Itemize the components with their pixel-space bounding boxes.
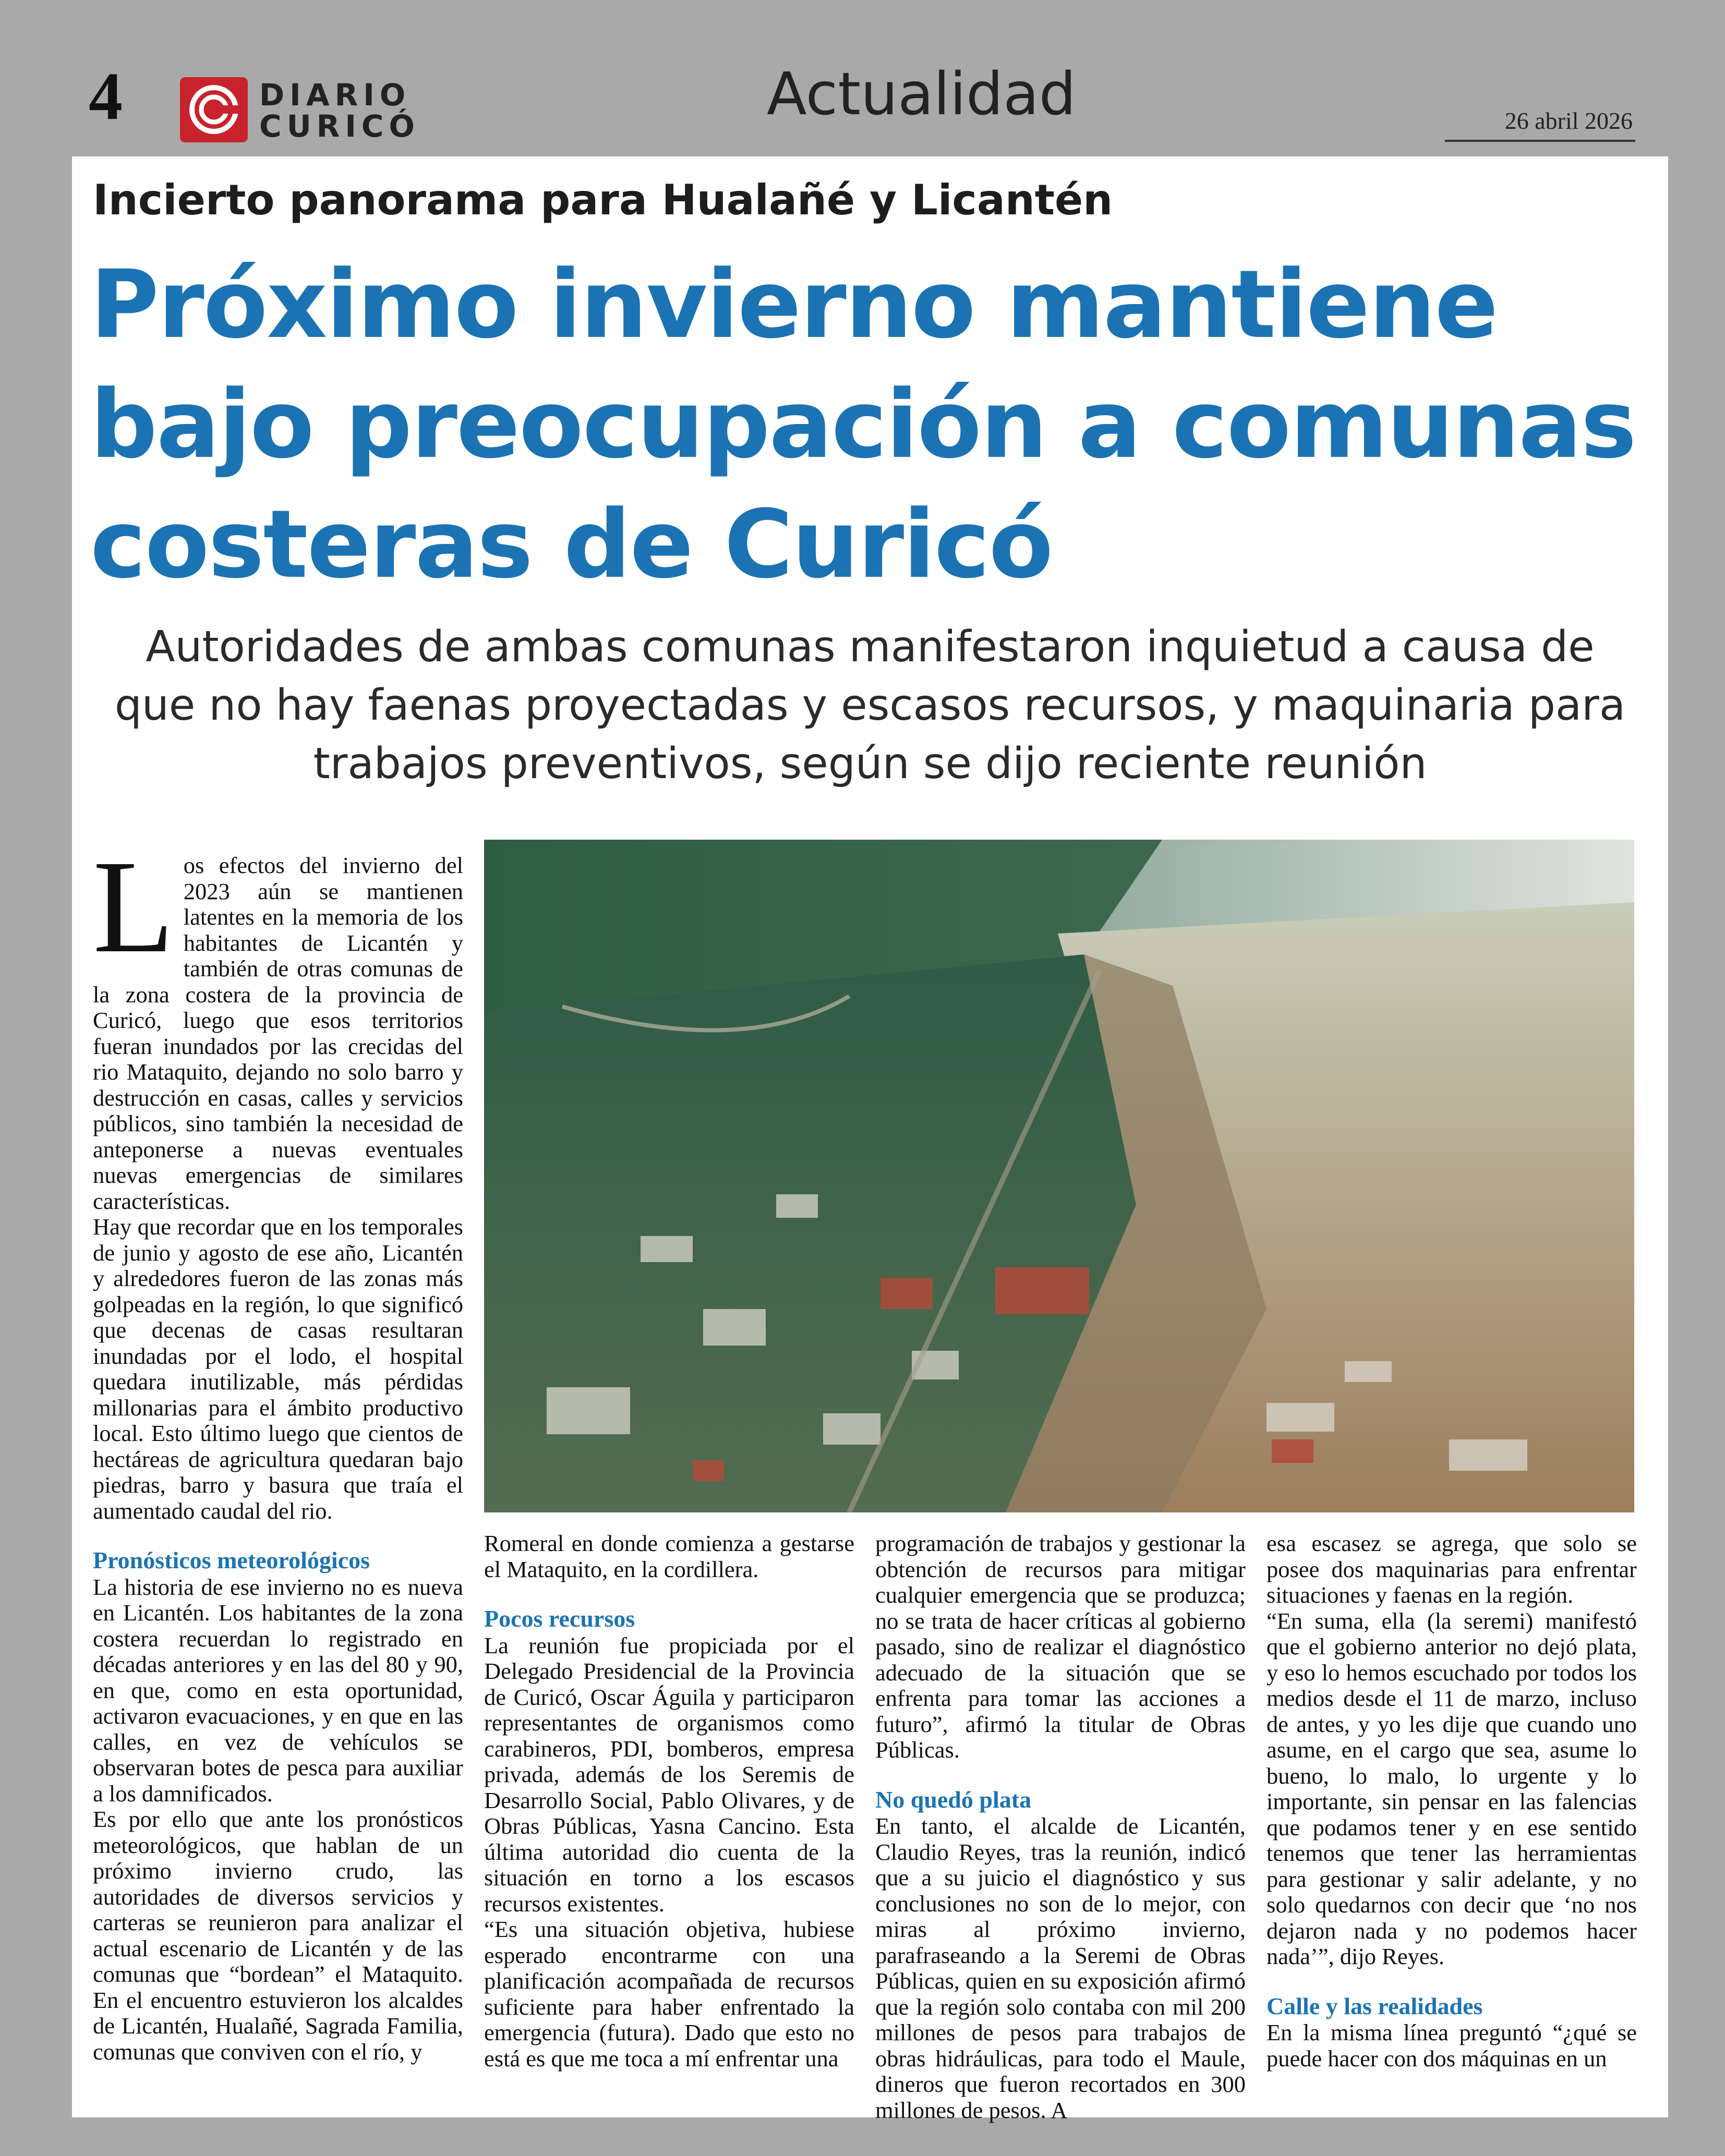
newspaper-logo[interactable] bbox=[180, 77, 420, 145]
paragraph bbox=[93, 833, 463, 1214]
page-number: 4 bbox=[89, 59, 123, 134]
headline-line: Próximo invierno mantiene bbox=[90, 250, 1498, 359]
subhead-forecasts: Pronósticos meteorológicos bbox=[93, 1547, 370, 1573]
paragraph: En la misma línea preguntó “¿qué se puede hacer con dos máquinas en un bbox=[1266, 2019, 1637, 2072]
paragraph: Hay que recordar que en los temporales de junio y agosto de ese año, Licantén y alrededores fueron de las zonas más golpeadas en la región, lo que significó que decenas de casas resultaran inundadas por el lodo, el hospital quedara inutilizable, más pérdidas millonarias para el ámbito productivo local. Esto último luego que cientos de hectáreas de agricultura quedaran bajo piedras, barro y basura que traía el aumentado caudal del rio. bbox=[93, 1214, 463, 1524]
paragraph: programación de trabajos y gestionar la obtención de recursos para mitigar cualquier emergencia que se produzca; no se trata de hacer críticas al gobierno pasado, sino de realizar el diagnóstico adecuado de la situación que se enfrenta para tomar las acciones a futuro”, afirmó la titular de Obras Públicas. bbox=[875, 1530, 1246, 1763]
paragraph: “Es una situación objetiva, hubiese esperado encontrarme con una planificación acompañada de recursos suficiente para haber enfrentado la emergencia (futura). Dado que esto no está es que me toca a mí enfrentar una bbox=[484, 1916, 854, 2072]
paragraph: En tanto, el alcalde de Licantén, Claudio Reyes, tras la reunión, indicó que a su juicio el diagnóstico y sus conclusiones no son de lo mejor, con miras al próximo invierno, parafraseando a la Seremi de Obras Públicas, quien en su exposición afirmó que la región solo contaba con mil 200 millones de pesos para trabajos de obras hidráulicas, para todo el Maule, dineros que fueron recortados en 300 millones de pesos. A bbox=[875, 1813, 1246, 2123]
subhead-few-resources: Pocos recursos bbox=[484, 1605, 635, 1632]
subhead-street-and-realities: Calle y las realidades bbox=[1266, 1992, 1483, 2019]
text-column-2 bbox=[484, 1531, 854, 2072]
article-sheet bbox=[72, 156, 1668, 2123]
text-column-4 bbox=[1266, 1531, 1637, 2072]
subheadline-line: que no hay faenas proyectadas y escasos recursos, y maquinaria para bbox=[114, 681, 1626, 730]
paragraph: La reunión fue propiciada por el Delegado Presidencial de la Provincia de Curicó, Oscar Águila y participaron representantes de organismos como carabineros, PDI, bomberos, empresa privada, además de los Seremis de Desarrollo Social, Pablo Olivares, y de Obras Públicas, Yasna Cancino. Esta última autoridad dio cuenta de la situación en torno a los escasos recursos existentes. bbox=[484, 1632, 854, 1917]
drop-cap: L bbox=[93, 833, 174, 980]
article-headline bbox=[90, 245, 1655, 605]
text-column-1 bbox=[93, 833, 463, 2065]
text-column-3 bbox=[875, 1531, 1246, 2123]
subhead-no-money-left: No quedó plata bbox=[875, 1786, 1032, 1813]
date-underline bbox=[1445, 140, 1635, 142]
paragraph: La historia de ese invierno no es nueva en Licantén. Los habitantes de la zona costera recuerdan lo registrado en décadas anteriores y en las del 80 y 90, en que, como en esta oportunidad, activaron evacuaciones, y en que en las calles, en vez de vehículos se observaran botes de pesca para auxiliar a los damnificados. bbox=[93, 1573, 463, 1807]
subheadline-line: Autoridades de ambas comunas manifestaron inquietud a causa de bbox=[146, 622, 1595, 672]
headline-line: costeras de Curicó bbox=[90, 490, 1053, 599]
logo-text bbox=[259, 79, 420, 142]
paragraph: Romeral en donde comienza a gestarse el Mataquito, en la cordillera. bbox=[484, 1530, 854, 1582]
article-kicker: Incierto panorama para Hualañé y Licantén bbox=[93, 176, 1113, 224]
paragraph-text: os efectos del invierno del 2023 aún se mantienen latentes en la memoria de los habitantes de Licantén y también de otras comunas de la zona costera de la provincia de Curicó, luego que esos territorios fueran inundados por las crecidas del rio Mataquito, dejando no solo barro y destrucción en casas, calles y servicios públicos, sino también la necesidad de anteponerse a nuevas eventuales nuevas emergencias de similares características. bbox=[93, 852, 463, 1214]
logo-line1: DIARIO bbox=[259, 77, 411, 113]
paragraph: Es por ello que ante los pronósticos meteorológicos, que hablan de un próximo invierno crudo, las autoridades de diversos servicios y carteras se reunieron para analizar el actual escenario de Licantén y de las comunas que “bordean” el Mataquito. En el encuentro estuvieron los alcaldes de Licantén, Hualañé, Sagrada Familia, comunas que conviven con el río, y bbox=[93, 1806, 463, 2065]
headline-line: bajo preocupación a comunas bbox=[90, 370, 1636, 479]
flood-aerial-photo bbox=[484, 840, 1634, 1512]
paragraph: “En suma, ella (la seremi) manifestó que el gobierno anterior no dejó plata, y eso lo hemos escuchado por todos los medios desde el 11 de marzo, incluso de antes, y yo les dije que cuando uno asume, en el cargo que sea, asume lo bueno, lo malo, lo urgente y lo importante, sin pensar en las falencias que podamos tener y en ese sentido tenemos que tener las herramientas para gestionar y salir adelante, y no solo quedarnos con decir que ‘no nos dejaron nada y no podemos hacer nada’”, dijo Reyes. bbox=[1266, 1607, 1637, 1969]
section-title: Actualidad bbox=[767, 60, 1076, 128]
page-header bbox=[0, 0, 1725, 156]
article-subheadline bbox=[88, 618, 1652, 793]
logo-line2: CURICÓ bbox=[259, 108, 420, 144]
issue-date: 26 abril 2026 bbox=[1504, 107, 1633, 134]
subheadline-line: trabajos preventivos, según se dijo reciente reunión bbox=[313, 739, 1427, 789]
paragraph: esa escasez se agrega, que solo se posee dos maquinarias para enfrentar situaciones y faenas en la región. bbox=[1266, 1530, 1637, 1608]
logo-mark-icon bbox=[180, 77, 248, 142]
